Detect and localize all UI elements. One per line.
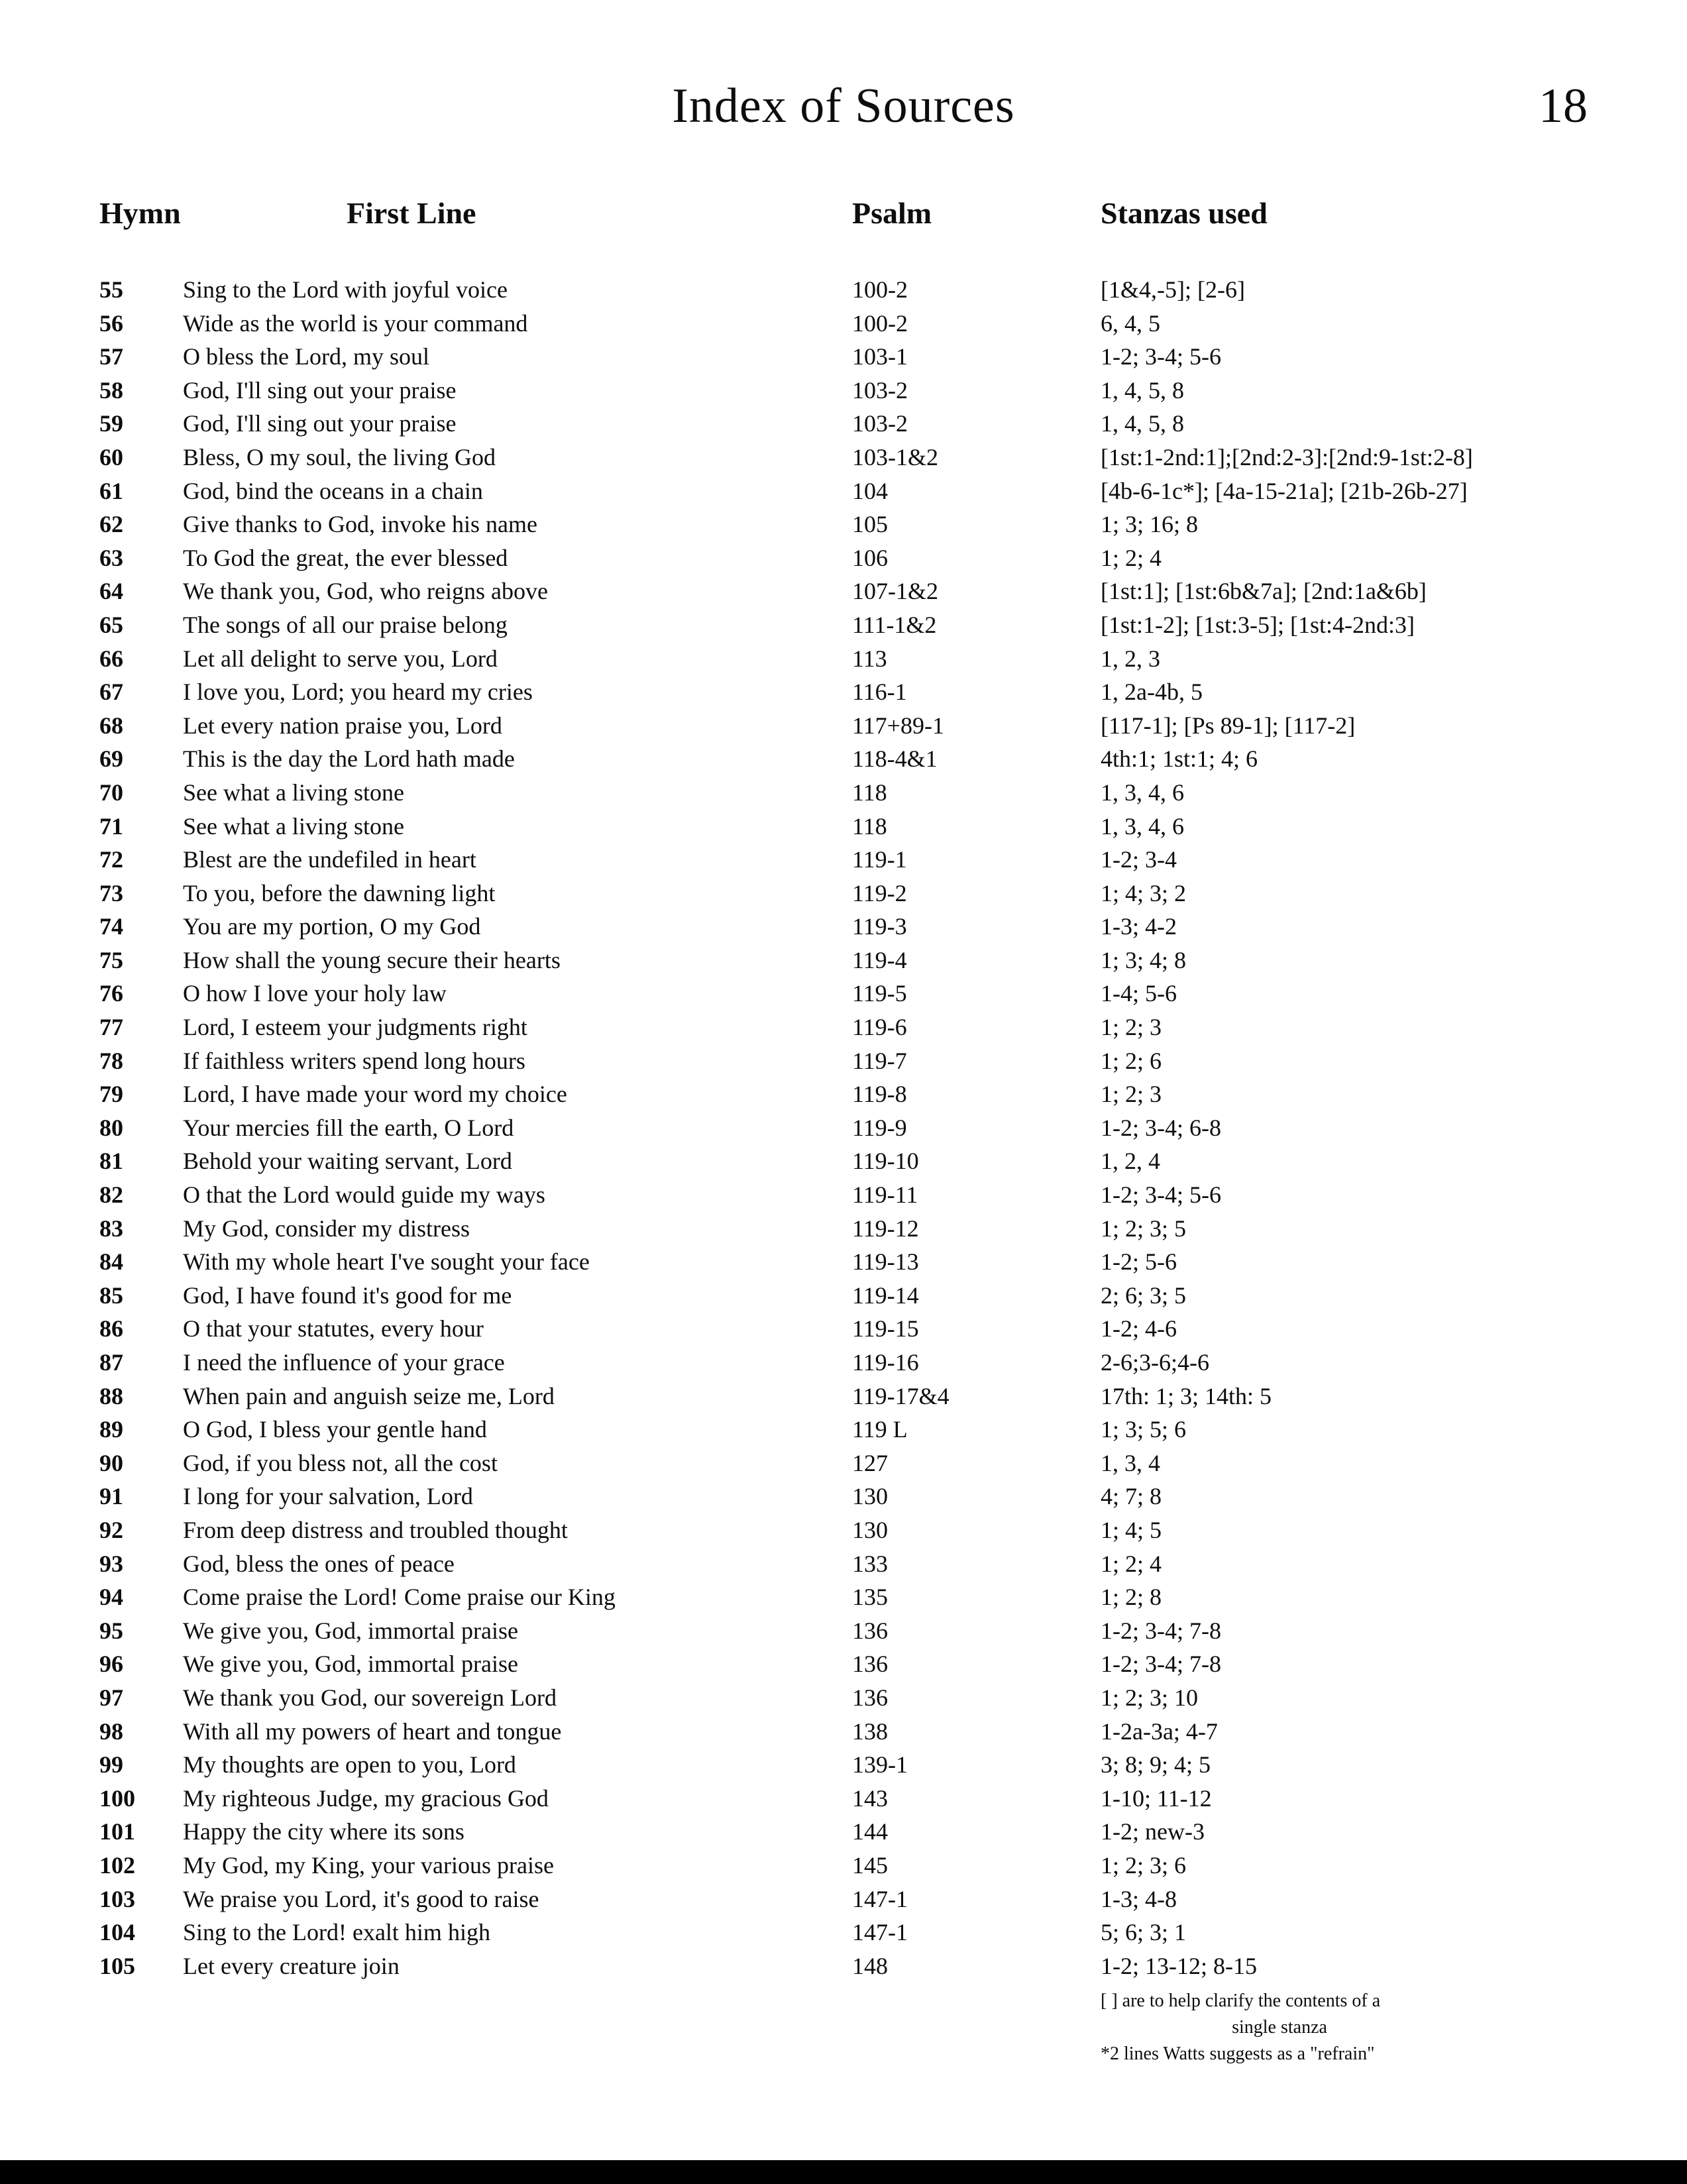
first-line-text: This is the day the Lord hath made [183,745,515,773]
column-header-first-line: First Line [347,196,476,230]
psalm-reference: 147-1 [852,1919,908,1946]
psalm-reference: 133 [852,1550,888,1577]
stanzas-used-value: 1-2; 3-4 [1101,846,1177,873]
hymn-number: 91 [99,1483,123,1510]
psalm-reference: 119-3 [852,913,907,940]
stanzas-used-value: 1-2; 3-4; 5-6 [1101,343,1221,370]
psalm-reference: 127 [852,1449,888,1476]
stanzas-used-value: 1-10; 11-12 [1101,1784,1212,1812]
table-row [99,776,1647,810]
stanzas-used-value: [4b-6-1c*]; [4a-15-21a]; [21b-26b-27] [1101,477,1468,504]
table-row [99,1346,1647,1380]
psalm-reference: 106 [852,544,888,571]
first-line-text: I long for your salvation, Lord [183,1483,473,1510]
hymn-number: 99 [99,1751,123,1778]
psalm-reference: 117+89-1 [852,712,944,739]
stanzas-used-value: 1, 2, 3 [1101,645,1160,672]
first-line-text: My God, my King, your various praise [183,1851,554,1879]
hymn-number: 69 [99,745,123,773]
footnote-brackets-line1: [ ] are to help clarify the contents of a [1101,1991,1381,2011]
hymn-number: 102 [99,1851,135,1879]
hymn-number: 85 [99,1282,123,1309]
table-row [99,877,1647,910]
hymn-number: 82 [99,1181,123,1209]
psalm-reference: 119-9 [852,1114,907,1141]
first-line-text: Let all delight to serve you, Lord [183,645,498,672]
first-line-text: O that the Lord would guide my ways [183,1181,545,1209]
psalm-reference: 113 [852,645,887,672]
stanzas-used-value: 1, 3, 4, 6 [1101,812,1184,840]
psalm-reference: 119-11 [852,1181,918,1209]
stanzas-used-value: 1-2; 13-12; 8-15 [1101,1952,1257,1979]
hymn-number: 66 [99,645,123,672]
psalm-reference: 100-2 [852,309,908,337]
table-row [99,1580,1647,1614]
psalm-reference: 138 [852,1718,888,1745]
hymn-number: 105 [99,1952,135,1979]
table-row [99,441,1647,474]
first-line-text: Give thanks to God, invoke his name [183,511,537,538]
table-row [99,1111,1647,1145]
psalm-reference: 119-4 [852,946,907,973]
first-line-text: Sing to the Lord! exalt him high [183,1919,490,1946]
hymn-number: 90 [99,1449,123,1476]
psalm-reference: 118 [852,779,887,806]
hymn-number: 68 [99,712,123,739]
table-row [99,374,1647,408]
first-line-text: We give you, God, immortal praise [183,1651,518,1678]
stanzas-used-value: 1; 2; 3 [1101,1014,1162,1041]
psalm-reference: 103-2 [852,410,908,437]
hymn-number: 72 [99,846,123,873]
table-row [99,944,1647,977]
hymn-number: 77 [99,1014,123,1041]
hymn-number: 97 [99,1684,123,1711]
first-line-text: Bless, O my soul, the living God [183,443,496,470]
hymn-number: 94 [99,1584,123,1611]
stanzas-used-value: 1, 4, 5, 8 [1101,410,1184,437]
table-row [99,1380,1647,1413]
table-row [99,307,1647,341]
table-row [99,1480,1647,1513]
hymn-number: 103 [99,1885,135,1912]
first-line-text: With all my powers of heart and tongue [183,1718,562,1745]
first-line-text: How shall the young secure their hearts [183,946,561,973]
first-line-text: God, if you bless not, all the cost [183,1449,498,1476]
stanzas-used-value: 1-2; 3-4; 5-6 [1101,1181,1221,1209]
hymn-number: 76 [99,980,123,1007]
first-line-text: With my whole heart I've sought your face [183,1248,590,1276]
stanzas-used-value: 1; 4; 5 [1101,1516,1162,1543]
table-row [99,1715,1647,1749]
page-number: 18 [1539,79,1588,133]
table-row [99,709,1647,743]
first-line-text: Behold your waiting servant, Lord [183,1148,512,1175]
first-line-text: Come praise the Lord! Come praise our King [183,1584,616,1611]
psalm-reference: 135 [852,1584,888,1611]
hymn-number: 80 [99,1114,123,1141]
first-line-text: God, I'll sing out your praise [183,410,457,437]
hymn-number: 101 [99,1818,135,1845]
scan-edge-artifact [0,2160,1687,2184]
table-row [99,1849,1647,1883]
stanzas-used-value: 1; 3; 5; 6 [1101,1416,1187,1443]
first-line-text: See what a living stone [183,812,404,840]
first-line-text: We thank you God, our sovereign Lord [183,1684,557,1711]
hymn-number: 73 [99,879,123,906]
stanzas-used-value: [1st:1-2]; [1st:3-5]; [1st:4-2nd:3] [1101,611,1415,638]
stanzas-used-value: 1-2; 4-6 [1101,1315,1177,1342]
psalm-reference: 100-2 [852,276,908,303]
psalm-reference: 119-2 [852,879,907,906]
psalm-reference: 119-6 [852,1014,907,1041]
first-line-text: The songs of all our praise belong [183,611,508,638]
footnote-asterisk: *2 lines Watts suggests as a "refrain" [1101,2044,1375,2064]
first-line-text: Happy the city where its sons [183,1818,464,1845]
table-row [99,1815,1647,1849]
first-line-text: I need the influence of your grace [183,1349,505,1376]
first-line-text: We give you, God, immortal praise [183,1617,518,1644]
first-line-text: God, I'll sing out your praise [183,376,457,404]
psalm-reference: 119-14 [852,1282,919,1309]
first-line-text: Wide as the world is your command [183,309,528,337]
stanzas-used-value: 1; 2; 3; 5 [1101,1215,1187,1242]
first-line-text: Let every nation praise you, Lord [183,712,502,739]
psalm-reference: 119-7 [852,1047,907,1074]
stanzas-used-value: [1st:1-2nd:1];[2nd:2-3]:[2nd:9-1st:2-8] [1101,443,1473,470]
stanzas-used-value: 1, 2a-4b, 5 [1101,679,1203,706]
table-row [99,474,1647,508]
psalm-reference: 119-12 [852,1215,919,1242]
psalm-reference: 105 [852,511,888,538]
stanzas-used-value: 1; 3; 4; 8 [1101,946,1187,973]
psalm-reference: 143 [852,1784,888,1812]
psalm-reference: 130 [852,1516,888,1543]
table-row [99,675,1647,709]
stanzas-used-value: 1-4; 5-6 [1101,980,1177,1007]
footnotes-block [1101,1988,1458,2067]
first-line-text: You are my portion, O my God [183,913,481,940]
psalm-reference: 139-1 [852,1751,908,1778]
stanzas-used-value: 1; 2; 4 [1101,1550,1162,1577]
table-row [99,1681,1647,1715]
table-row [99,1044,1647,1078]
table-row [99,1547,1647,1581]
first-line-text: I love you, Lord; you heard my cries [183,679,533,706]
hymn-number: 75 [99,946,123,973]
table-row [99,843,1647,877]
table-row [99,1245,1647,1279]
stanzas-used-value: 2; 6; 3; 5 [1101,1282,1187,1309]
stanzas-used-value: 1; 4; 3; 2 [1101,879,1187,906]
table-row [99,1077,1647,1111]
first-line-text: My God, consider my distress [183,1215,470,1242]
psalm-reference: 103-2 [852,376,908,404]
psalm-reference: 119-17&4 [852,1382,950,1409]
stanzas-used-value: 1-2; new-3 [1101,1818,1205,1845]
psalm-reference: 119-15 [852,1315,919,1342]
stanzas-used-value: 1, 3, 4 [1101,1449,1160,1476]
hymn-number: 104 [99,1919,135,1946]
psalm-reference: 103-1 [852,343,908,370]
table-row [99,1782,1647,1816]
table-row [99,407,1647,441]
table-row [99,608,1647,642]
table-row [99,1748,1647,1782]
first-line-text: From deep distress and troubled thought [183,1516,568,1543]
first-line-text: Lord, I have made your word my choice [183,1081,567,1108]
psalm-reference: 145 [852,1851,888,1879]
stanzas-used-value: 1-2; 5-6 [1101,1248,1177,1276]
psalm-reference: 119-8 [852,1081,907,1108]
hymn-number: 89 [99,1416,123,1443]
table-row [99,1647,1647,1681]
stanzas-used-value: 5; 6; 3; 1 [1101,1919,1187,1946]
stanzas-used-value: 3; 8; 9; 4; 5 [1101,1751,1211,1778]
first-line-text: O that your statutes, every hour [183,1315,484,1342]
stanzas-used-value: 1, 2, 4 [1101,1148,1160,1175]
first-line-text: To you, before the dawning light [183,879,496,906]
stanzas-used-value: 1; 2; 3; 6 [1101,1851,1187,1879]
hymn-number: 56 [99,309,123,337]
hymn-number: 96 [99,1651,123,1678]
hymn-number: 61 [99,477,123,504]
stanzas-used-value: 1, 3, 4, 6 [1101,779,1184,806]
hymn-number: 60 [99,443,123,470]
psalm-reference: 104 [852,477,888,504]
hymn-number: 88 [99,1382,123,1409]
hymn-number: 84 [99,1248,123,1276]
stanzas-used-value: 1; 2; 6 [1101,1047,1162,1074]
stanzas-used-value: 1; 3; 16; 8 [1101,511,1199,538]
table-row [99,1010,1647,1044]
hymn-number: 83 [99,1215,123,1242]
table-row [99,742,1647,776]
hymn-number: 98 [99,1718,123,1745]
hymn-number: 78 [99,1047,123,1074]
first-line-text: Your mercies fill the earth, O Lord [183,1114,514,1141]
column-header-hymn: Hymn [99,196,181,230]
table-row [99,1883,1647,1916]
first-line-text: Let every creature join [183,1952,400,1979]
hymn-number: 93 [99,1550,123,1577]
stanzas-used-value: 1; 2; 8 [1101,1584,1162,1611]
table-row [99,810,1647,844]
table-row [99,340,1647,374]
hymn-number: 58 [99,376,123,404]
stanzas-used-value: 1; 2; 4 [1101,544,1162,571]
table-row [99,574,1647,608]
psalm-reference: 119 L [852,1416,908,1443]
psalm-reference: 147-1 [852,1885,908,1912]
psalm-reference: 119-13 [852,1248,919,1276]
hymn-number: 86 [99,1315,123,1342]
table-row [99,1513,1647,1547]
table-row [99,1614,1647,1648]
hymn-number: 100 [99,1784,135,1812]
stanzas-used-value: 1; 2; 3 [1101,1081,1162,1108]
psalm-reference: 118-4&1 [852,745,938,773]
hymn-number: 74 [99,913,123,940]
stanzas-used-value: 4; 7; 8 [1101,1483,1162,1510]
hymn-number: 70 [99,779,123,806]
stanzas-used-value: 1, 4, 5, 8 [1101,376,1184,404]
first-line-text: See what a living stone [183,779,404,806]
first-line-text: Lord, I esteem your judgments right [183,1014,527,1041]
table-row [99,1916,1647,1949]
hymn-number: 71 [99,812,123,840]
first-line-text: O how I love your holy law [183,980,447,1007]
hymn-number: 95 [99,1617,123,1644]
first-line-text: O God, I bless your gentle hand [183,1416,487,1443]
psalm-reference: 119-5 [852,980,907,1007]
stanzas-used-value: 1-2; 3-4; 6-8 [1101,1114,1221,1141]
first-line-text: My thoughts are open to you, Lord [183,1751,516,1778]
first-line-text: We praise you Lord, it's good to raise [183,1885,539,1912]
stanzas-used-value: [1&4,-5]; [2-6] [1101,276,1245,303]
psalm-reference: 119-16 [852,1349,919,1376]
psalm-reference: 111-1&2 [852,611,937,638]
page-title: Index of Sources [672,79,1015,133]
psalm-reference: 107-1&2 [852,578,938,605]
hymn-number: 57 [99,343,123,370]
hymn-number: 64 [99,578,123,605]
stanzas-used-value: 4th:1; 1st:1; 4; 6 [1101,745,1258,773]
table-row [99,1413,1647,1447]
footnote-brackets-line2: single stanza [1232,2017,1327,2038]
first-line-text: My righteous Judge, my gracious God [183,1784,549,1812]
table-row [99,541,1647,575]
first-line-text: Sing to the Lord with joyful voice [183,276,508,303]
hymn-number: 65 [99,611,123,638]
psalm-reference: 136 [852,1684,888,1711]
psalm-reference: 118 [852,812,887,840]
column-header-psalm: Psalm [852,196,932,230]
first-line-text: God, I have found it's good for me [183,1282,512,1309]
table-row [99,1178,1647,1212]
psalm-reference: 119-1 [852,846,907,873]
psalm-reference: 119-10 [852,1148,919,1175]
psalm-reference: 148 [852,1952,888,1979]
first-line-text: If faithless writers spend long hours [183,1047,525,1074]
table-row [99,1212,1647,1246]
first-line-text: Blest are the undefiled in heart [183,846,476,873]
table-row [99,1144,1647,1178]
stanzas-used-value: 1-3; 4-2 [1101,913,1177,940]
stanzas-used-value: 1; 2; 3; 10 [1101,1684,1199,1711]
stanzas-used-value: 1-2; 3-4; 7-8 [1101,1617,1221,1644]
psalm-reference: 103-1&2 [852,443,938,470]
table-row [99,910,1647,944]
table-row [99,642,1647,676]
psalm-reference: 130 [852,1483,888,1510]
stanzas-used-value: 1-3; 4-8 [1101,1885,1177,1912]
hymn-number: 63 [99,544,123,571]
table-row [99,1447,1647,1480]
hymn-number: 92 [99,1516,123,1543]
stanzas-used-value: 17th: 1; 3; 14th: 5 [1101,1382,1272,1409]
table-row [99,1312,1647,1346]
first-line-text: God, bless the ones of peace [183,1550,455,1577]
stanzas-used-value: 6, 4, 5 [1101,309,1160,337]
table-row [99,1279,1647,1313]
stanzas-used-value: [117-1]; [Ps 89-1]; [117-2] [1101,712,1356,739]
stanzas-used-value: 2-6;3-6;4-6 [1101,1349,1209,1376]
table-row [99,1949,1647,1983]
index-table-body [99,273,1647,1983]
hymn-number: 59 [99,410,123,437]
psalm-reference: 144 [852,1818,888,1845]
table-row [99,508,1647,541]
stanzas-used-value: [1st:1]; [1st:6b&7a]; [2nd:1a&6b] [1101,578,1427,605]
hymn-number: 62 [99,511,123,538]
column-header-stanzas: Stanzas used [1101,196,1268,230]
stanzas-used-value: 1-2; 3-4; 7-8 [1101,1651,1221,1678]
table-row [99,273,1647,307]
hymn-number: 87 [99,1349,123,1376]
hymn-number: 81 [99,1148,123,1175]
first-line-text: We thank you, God, who reigns above [183,578,548,605]
hymn-number: 79 [99,1081,123,1108]
hymn-number: 55 [99,276,123,303]
psalm-reference: 136 [852,1617,888,1644]
first-line-text: God, bind the oceans in a chain [183,477,483,504]
psalm-reference: 136 [852,1651,888,1678]
first-line-text: When pain and anguish seize me, Lord [183,1382,555,1409]
psalm-reference: 116-1 [852,679,907,706]
table-row [99,977,1647,1010]
first-line-text: O bless the Lord, my soul [183,343,429,370]
first-line-text: To God the great, the ever blessed [183,544,508,571]
hymn-number: 67 [99,679,123,706]
stanzas-used-value: 1-2a-3a; 4-7 [1101,1718,1218,1745]
